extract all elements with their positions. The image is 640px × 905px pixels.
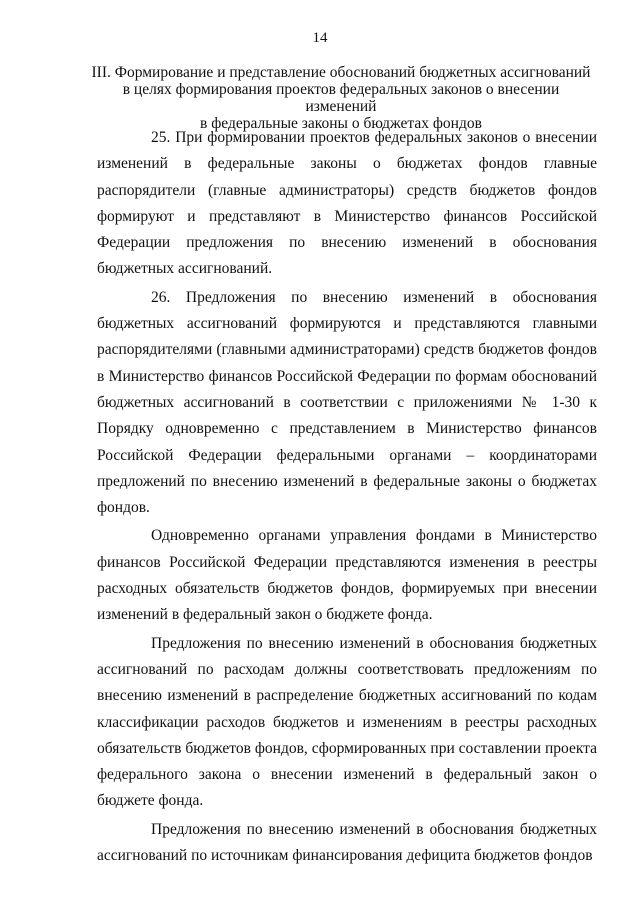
paragraph-26: 26. Предложения по внесению изменений в обоснования бюджетных ассигнований формируются и представляются главными распорядителями (главными администраторами) средств бюджетов фондов в Министерство финансов Российской Федерации по формам обоснований бюджетных ассигнований в соответствии с приложениями № 1-30 к Порядку одновременно с представлением в Министерство финансов Российской Федерации федеральными органами – координаторами предложений по внесению изменений в федеральные законы о бюджетах фондов. <box>97 288 597 517</box>
paragraph-simultaneous-registers: Одновременно органами управления фондами в Министерство финансов Российской Федерации представляются изменения в реестры расходных обязательств бюджетов фондов, формируемых при внесении изменений в федеральный закон о бюджете фонда. <box>97 527 597 624</box>
section-title-line-2: в целях формирования проектов федеральных законов о внесении изменений <box>122 81 560 115</box>
paragraph-deficit-sources: Предложения по внесению изменений в обоснования бюджетных ассигнований по источникам финансирования дефицита бюджетов фондов <box>97 820 597 865</box>
page-number: 14 <box>312 30 328 46</box>
section-title-line-3: в федеральные законы о бюджетах фондов <box>200 115 482 132</box>
paragraph-25: 25. При формировании проектов федеральных законов о внесении изменений в федеральные законы о бюджетах фондов главные распорядители (главные администраторы) средств бюджетов фондов формируют и представляют в Министерство финансов Российской Федерации предложения по внесению изменений в обоснования бюджетных ассигнований. <box>97 129 597 278</box>
section-title <box>86 64 596 132</box>
body-text <box>97 125 597 869</box>
section-title-line-1: III. Формирование и представление обоснований бюджетных ассигнований <box>91 64 591 81</box>
paragraph-expenditure-proposals: Предложения по внесению изменений в обоснования бюджетных ассигнований по расходам должны соответствовать предложениям по внесению изменений в распределение бюджетных ассигнований по кодам классификации расходов бюджетов и изменениям в реестры расходных обязательств бюджетов фондов, сформированных при составлении проекта федерального закона о внесении изменений в федеральный закон о бюджете фонда. <box>97 634 597 810</box>
